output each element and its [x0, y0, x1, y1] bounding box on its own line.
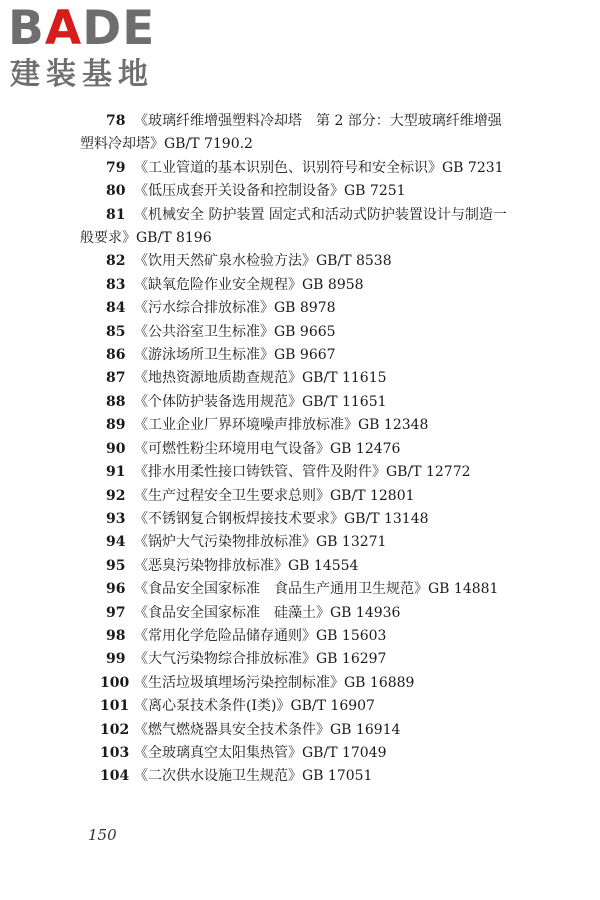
entry-title: 《恶臭污染物排放标准》GB 14554	[134, 557, 359, 574]
entry-number: 89	[106, 417, 126, 434]
entry-number: 85	[106, 323, 126, 340]
entry-title: 《饮用天然矿泉水检验方法》GB/T 8538	[134, 253, 392, 270]
entry-number: 103	[100, 744, 130, 761]
page-number: 150	[88, 826, 117, 844]
entry-number: 96	[106, 581, 126, 598]
standard-entry	[80, 274, 510, 297]
entry-title: 《玻璃纤维增强塑料冷却塔 第 2 部分：大型玻璃纤维增强塑料冷却塔》GB/T 7190.2	[80, 113, 502, 153]
entry-title: 《低压成套开关设备和控制设备》GB 7251	[134, 183, 406, 200]
entry-number: 104	[100, 768, 130, 785]
entry-number: 83	[106, 276, 126, 293]
standard-entry	[80, 297, 510, 320]
entry-title: 《地热资源地质勘查规范》GB/T 11615	[134, 370, 387, 387]
entry-number: 80	[106, 183, 126, 200]
entry-title: 《二次供水设施卫生规范》GB 17051	[134, 768, 373, 785]
entry-title: 《食品安全国家标准 食品生产通用卫生规范》GB 14881	[134, 581, 499, 598]
standard-entry	[80, 438, 510, 461]
standard-entry	[80, 555, 510, 578]
standard-entry	[80, 180, 510, 203]
entry-number: 86	[106, 347, 126, 364]
standard-entry	[80, 485, 510, 508]
entry-number: 93	[106, 510, 126, 527]
entry-title: 《全玻璃真空太阳集热管》GB/T 17049	[134, 744, 387, 761]
standard-entry	[80, 742, 510, 765]
entry-title: 《污水综合排放标准》GB 8978	[134, 300, 336, 317]
entry-title: 《燃气燃烧器具安全技术条件》GB 16914	[134, 721, 401, 738]
entry-number: 90	[106, 440, 126, 457]
standard-entry	[80, 719, 510, 742]
entry-title: 《可燃性粉尘环境用电气设备》GB 12476	[134, 440, 401, 457]
entry-number: 102	[100, 721, 130, 738]
standard-entry	[80, 110, 510, 157]
entry-title: 《工业企业厂界环境噪声排放标准》GB 12348	[134, 417, 429, 434]
entry-title: 《工业管道的基本识别色、识别符号和安全标识》GB 7231	[134, 159, 504, 176]
entry-title: 《缺氧危险作业安全规程》GB 8958	[134, 276, 364, 293]
entry-title: 《公共浴室卫生标准》GB 9665	[134, 323, 336, 340]
entry-number: 88	[106, 393, 126, 410]
standard-entry	[80, 695, 510, 718]
entry-number: 87	[106, 370, 126, 387]
entry-number: 82	[106, 253, 126, 270]
entry-title: 《食品安全国家标准 硅藻土》GB 14936	[134, 604, 401, 621]
entry-number: 95	[106, 557, 126, 574]
standard-entry	[80, 157, 510, 180]
logo-subtitle: 建装基地	[10, 57, 154, 92]
bade-logo	[8, 1, 178, 96]
standard-entry	[80, 625, 510, 648]
standard-entry	[80, 508, 510, 531]
standard-entry	[80, 578, 510, 601]
entry-number: 101	[100, 698, 130, 715]
entry-number: 84	[106, 300, 126, 317]
standard-entry	[80, 250, 510, 273]
entry-title: 《离心泵技术条件(Ⅰ类)》GB/T 16907	[134, 698, 375, 715]
standard-entry	[80, 414, 510, 437]
standard-entry	[80, 321, 510, 344]
standard-entry	[80, 344, 510, 367]
entry-number: 79	[106, 159, 126, 176]
standard-entry	[80, 461, 510, 484]
entry-number: 98	[106, 627, 126, 644]
logo-wordmark: BADE	[8, 1, 156, 56]
entry-title: 《不锈钢复合钢板焊接技术要求》GB/T 13148	[134, 510, 429, 527]
standard-entry	[80, 391, 510, 414]
entry-title: 《生产过程安全卫生要求总则》GB/T 12801	[134, 487, 415, 504]
standards-list	[80, 110, 510, 789]
entry-number: 97	[106, 604, 126, 621]
entry-number: 94	[106, 534, 126, 551]
entry-title: 《机械安全 防护装置 固定式和活动式防护装置设计与制造一般要求》GB/T 8196	[80, 206, 507, 247]
standard-entry	[80, 204, 510, 251]
entry-title: 《排水用柔性接口铸铁管、管件及附件》GB/T 12772	[134, 464, 471, 481]
entry-title: 《个体防护装备选用规范》GB/T 11651	[134, 393, 387, 410]
entry-number: 92	[106, 487, 126, 504]
entry-title: 《生活垃圾填埋场污染控制标准》GB 16889	[134, 674, 415, 691]
entry-number: 91	[106, 464, 126, 481]
entry-number: 99	[106, 651, 126, 668]
standard-entry	[80, 765, 510, 788]
entry-number: 78	[106, 113, 126, 129]
standard-entry	[80, 648, 510, 671]
entry-title: 《大气污染物综合排放标准》GB 16297	[134, 651, 387, 668]
entry-number: 81	[106, 206, 126, 223]
entry-title: 《游泳场所卫生标准》GB 9667	[134, 347, 336, 364]
entry-number: 100	[100, 674, 130, 691]
standard-entry	[80, 531, 510, 554]
standard-entry	[80, 367, 510, 390]
standard-entry	[80, 602, 510, 625]
standard-entry	[80, 672, 510, 695]
entry-title: 《锅炉大气污染物排放标准》GB 13271	[134, 534, 387, 551]
entry-title: 《常用化学危险品储存通则》GB 15603	[134, 627, 387, 644]
